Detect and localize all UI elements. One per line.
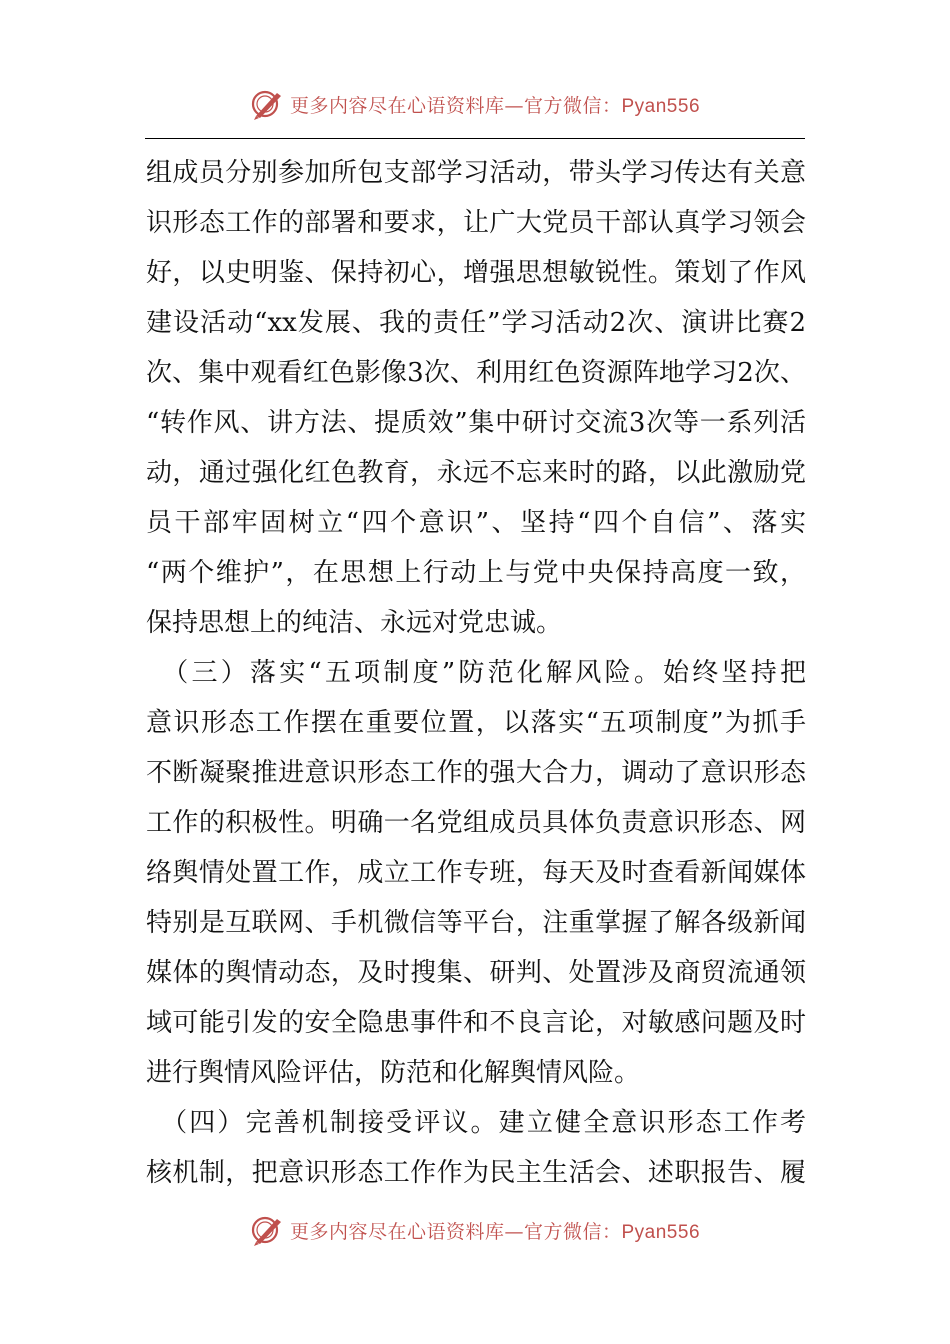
text-line: 络舆情处置工作，成立工作专班，每天及时查看新闻媒体 [146, 858, 806, 888]
header-rule [145, 138, 805, 139]
text-line: 组成员分别参加所包支部学习活动，带头学习传达有关意 [146, 158, 806, 188]
text-line: 动，通过强化红色教育，永远不忘来时的路，以此激励党 [146, 458, 806, 488]
header-text [290, 91, 700, 118]
section-heading-line: （四）完善机制接受评议。建立健全意识形态工作考 [146, 1108, 806, 1138]
text-line: 特别是互联网、手机微信等平台，注重掌握了解各级新闻 [146, 908, 806, 938]
text-line: “两个维护”，在思想上行动上与党中央保持高度一致， [146, 558, 806, 588]
text-line: 工作的积极性。明确一名党组成员具体负责意识形态、网 [146, 808, 806, 838]
text-line: 次、集中观看红色影像3次、利用红色资源阵地学习2次、 [146, 358, 806, 388]
footer-separator: — [504, 1220, 524, 1243]
text-line: 意识形态工作摆在重要位置，以落实“五项制度”为抓手 [146, 708, 806, 738]
footer-wechat-label: 官方微信： [523, 1220, 622, 1243]
text-line: 建设活动“xx发展、我的责任”学习活动2次、演讲比赛2 [146, 308, 806, 338]
text-line: 好，以史明鉴、保持初心，增强思想敏锐性。策划了作风 [146, 258, 806, 288]
text-line: 不断凝聚推进意识形态工作的强大合力，调动了意识形态 [146, 758, 806, 788]
text-line: 识形态工作的部署和要求，让广大党员干部认真学习领会 [146, 208, 806, 238]
text-line: 域可能引发的安全隐患事件和不良言论，对敏感问题及时 [146, 1008, 806, 1038]
text-line: 进行舆情风险评估，防范和化解舆情风险。 [146, 1058, 641, 1088]
document-body [146, 148, 806, 1198]
footer-site-name: 更多内容尽在心语资料库 [289, 1220, 505, 1243]
header-separator: — [504, 94, 524, 117]
footer-text [290, 1217, 700, 1244]
pen-logo-icon [250, 1213, 284, 1247]
pen-logo-icon [250, 87, 284, 121]
text-line: 核机制，把意识形态工作作为民主生活会、述职报告、履 [146, 1158, 806, 1188]
text-line: 员干部牢固树立“四个意识”、坚持“四个自信”、落实 [146, 508, 806, 538]
header-wechat-label: 官方微信： [523, 94, 622, 117]
section-heading-line: （三）落实“五项制度”防范化解风险。始终坚持把 [146, 658, 806, 688]
footer-banner [0, 1210, 950, 1250]
header-site-name: 更多内容尽在心语资料库 [289, 94, 505, 117]
text-line: 媒体的舆情动态，及时搜集、研判、处置涉及商贸流通领 [146, 958, 806, 988]
text-line: 保持思想上的纯洁、永远对党忠诚。 [146, 608, 563, 638]
footer-wechat-id: Pyan556 [621, 1221, 701, 1243]
text-line: “转作风、讲方法、提质效”集中研讨交流3次等一系列活 [146, 408, 806, 438]
header-banner [0, 84, 950, 124]
header-wechat-id: Pyan556 [621, 95, 701, 117]
